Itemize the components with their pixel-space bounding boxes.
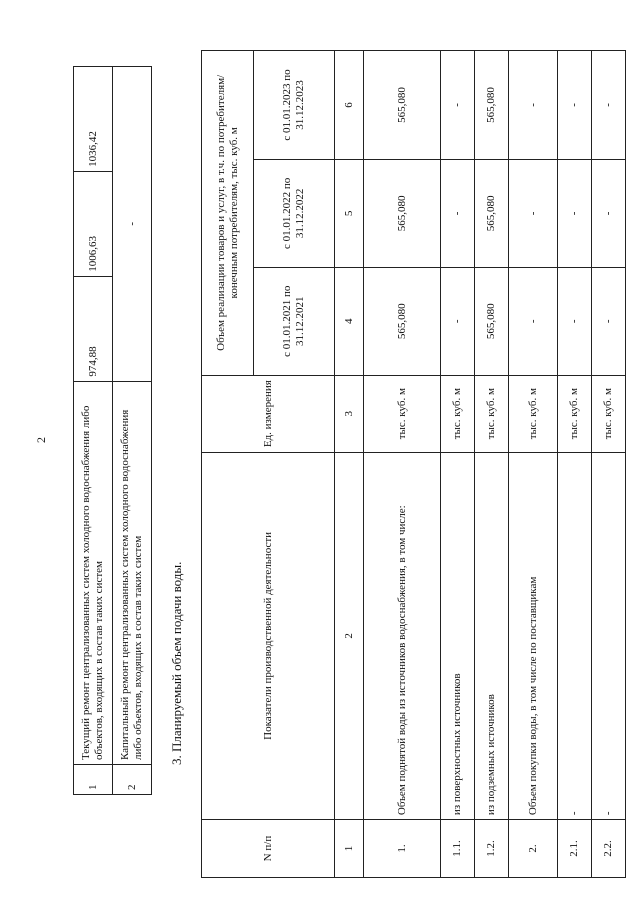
row-name: Капитальный ремонт централизованных систем холодного водоснабжения либо объектов, входящих в состав таких систем [113, 381, 152, 764]
row-name: - [592, 452, 626, 819]
table-row [113, 67, 152, 795]
row-name: - [558, 452, 592, 819]
row-unit: тыс. куб. м [364, 375, 441, 452]
repair-costs-table [73, 66, 152, 795]
value-2022: - [558, 159, 592, 267]
table-row [592, 51, 626, 878]
row-unit: тыс. куб. м [592, 375, 626, 452]
value-2021: - [558, 267, 592, 375]
row-number: 1.2. [475, 820, 509, 878]
table-row [364, 51, 441, 878]
index-cell: 3 [335, 375, 364, 452]
index-cell: 4 [335, 267, 364, 375]
value-2023: - [441, 51, 475, 160]
row-name: Объем поднятой воды из источников водоснабжения, в том числе: [364, 452, 441, 819]
page-number: 2 [34, 437, 48, 443]
row-unit: тыс. куб. м [558, 375, 592, 452]
index-row [335, 51, 364, 878]
section-title: 3. Планируемый объем подачи воды. [169, 561, 184, 765]
row-number: 2. [509, 820, 558, 878]
header-period-2023: с 01.01.2023 по 31.12.2023 [254, 51, 335, 160]
row-number: 2 [113, 765, 152, 795]
row-name: Текущий ремонт централизованных систем холодного водоснабжения либо объектов, входящих в состав таких систем [74, 381, 113, 764]
header-period-2022: с 01.01.2022 по 31.12.2022 [254, 159, 335, 267]
index-cell: 5 [335, 159, 364, 267]
row-unit: тыс. куб. м [475, 375, 509, 452]
row-name: из поверхностных источников [441, 452, 475, 819]
row-number: 2.2. [592, 820, 626, 878]
value-2022: - [592, 159, 626, 267]
value-2022: - [441, 159, 475, 267]
header-row [202, 51, 254, 878]
value-2022: 1006,63 [74, 171, 113, 276]
header-num: N п/п [202, 820, 335, 878]
value-2021: 565,080 [364, 267, 441, 375]
row-name: Объем покупки воды, в том числе по поставщикам [509, 452, 558, 819]
row-name: из подземных источников [475, 452, 509, 819]
value-2023: - [592, 51, 626, 160]
merged-value: - [113, 67, 152, 382]
index-cell: 1 [335, 820, 364, 878]
header-period-2021: с 01.01.2021 по 31.12.2021 [254, 267, 335, 375]
value-2021: - [509, 267, 558, 375]
row-number: 1.1. [441, 820, 475, 878]
value-2023: - [509, 51, 558, 160]
value-2021: 565,080 [475, 267, 509, 375]
row-number: 2.1. [558, 820, 592, 878]
row-unit: тыс. куб. м [509, 375, 558, 452]
value-2023: 565,080 [475, 51, 509, 160]
row-unit: тыс. куб. м [441, 375, 475, 452]
value-2021: - [592, 267, 626, 375]
value-2023: 1036,42 [74, 67, 113, 172]
index-cell: 2 [335, 452, 364, 819]
value-2022: 565,080 [364, 159, 441, 267]
index-cell: 6 [335, 51, 364, 160]
table-row [558, 51, 592, 878]
value-2021: - [441, 267, 475, 375]
value-2023: - [558, 51, 592, 160]
value-2023: 565,080 [364, 51, 441, 160]
table-row [441, 51, 475, 878]
water-volume-table [201, 50, 626, 878]
row-number: 1. [364, 820, 441, 878]
header-unit: Ед. измерения [202, 375, 335, 452]
value-2022: - [509, 159, 558, 267]
value-2021: 974,88 [74, 276, 113, 381]
header-indicator: Показатели производственной деятельности [202, 452, 335, 819]
header-volume-group: Объем реализации товаров и услуг, в т.ч. по потребителям/ конечным потребителям, тыс. куб. м [202, 51, 254, 376]
table-row [475, 51, 509, 878]
table-row [509, 51, 558, 878]
table-row [74, 67, 113, 795]
value-2022: 565,080 [475, 159, 509, 267]
row-number: 1 [74, 765, 113, 795]
